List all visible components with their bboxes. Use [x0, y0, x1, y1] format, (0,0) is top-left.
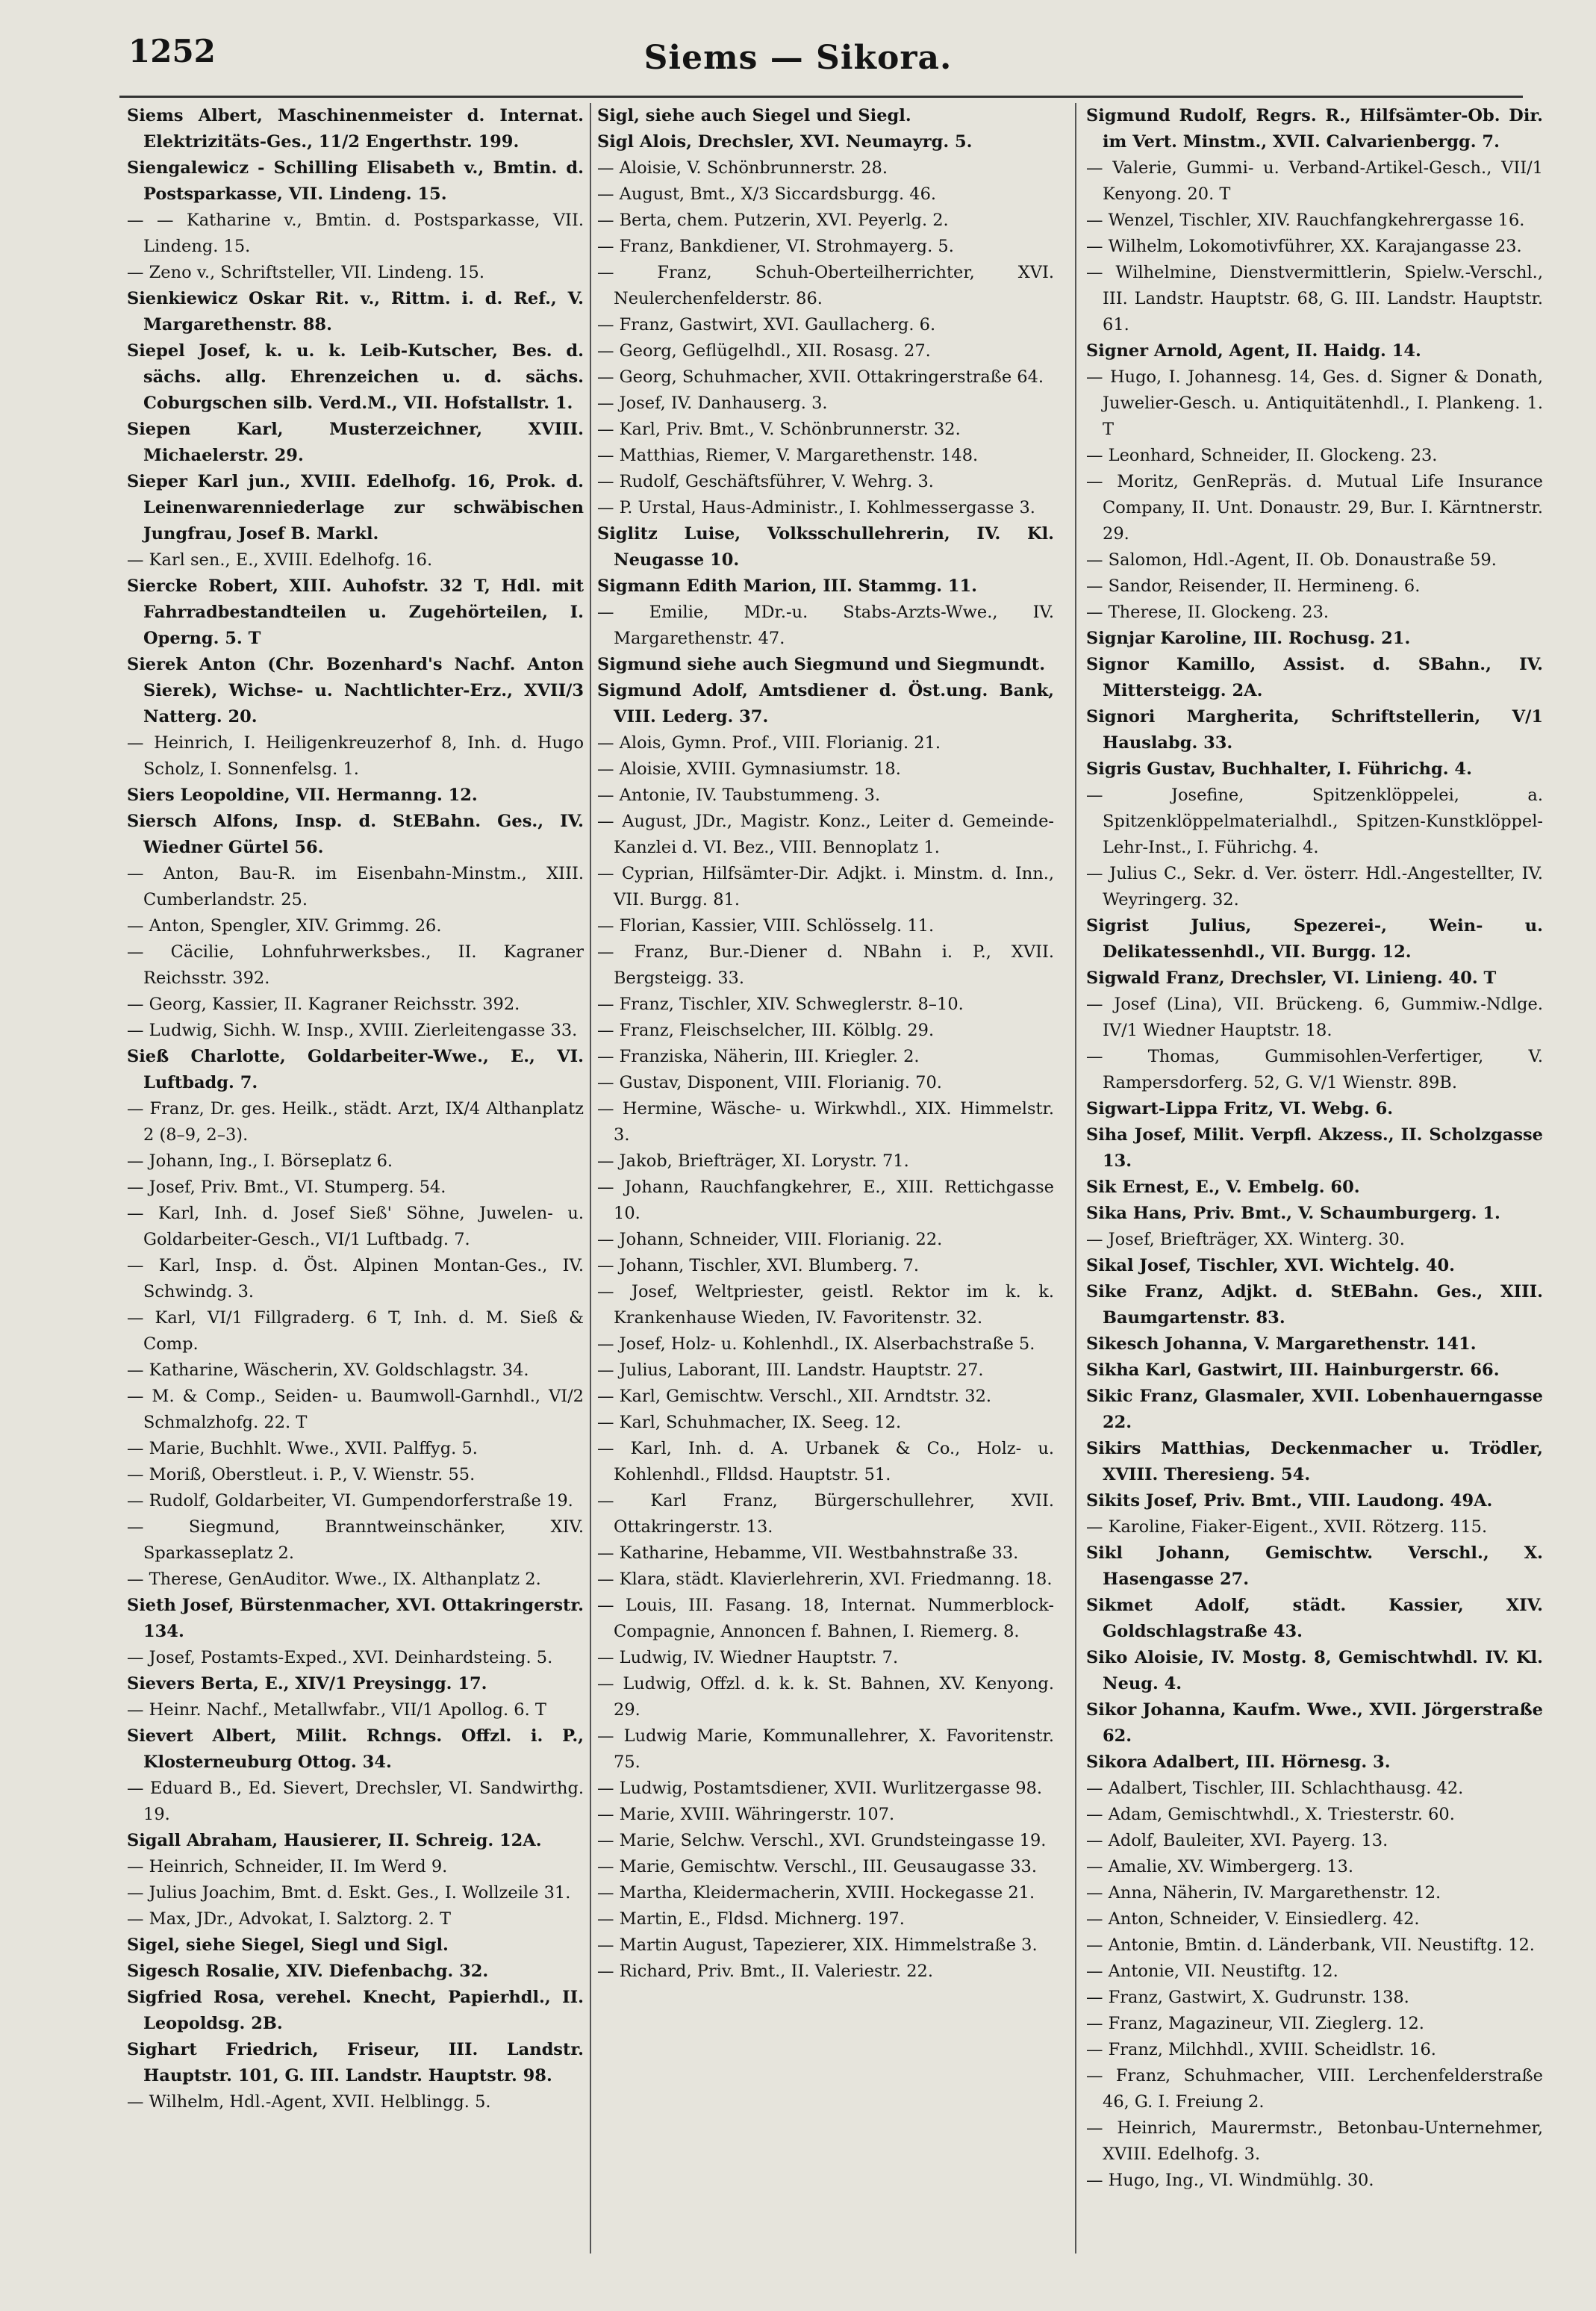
directory-entry: — Anton, Spengler, XIV. Grimmg. 26. [127, 916, 442, 936]
directory-entry: Siems Albert, Maschinenmeister d. Internat. Elektrizitäts-Ges., 11/2 Engerthstr. 199. [127, 106, 584, 152]
directory-entry: — Thomas, Gummisohlen-Verfertiger, V. Rampersdorferg. 52, G. V/1 Wienstr. 89B. [1086, 1047, 1543, 1092]
directory-entry: — Berta, chem. Putzerin, XVI. Peyerlg. 2. [597, 211, 949, 230]
directory-entry: — Marie, Selchw. Verschl., XVI. Grundsteingasse 19. [597, 1831, 1047, 1850]
directory-entry: Signer Arnold, Agent, II. Haidg. 14. [1086, 341, 1421, 361]
directory-entry: Siersch Alfons, Insp. d. StEBahn. Ges., IV. Wiedner Gürtel 56. [127, 812, 584, 857]
directory-entry: Siepel Josef, k. u. k. Leib-Kutscher, Bes. d. sächs. allg. Ehrenzeichen u. d. sächs. Coburgschen silb. Verd.M., VII. Hofstallstr. 1. [127, 341, 584, 413]
directory-entry: Signjar Karoline, III. Rochusg. 21. [1086, 629, 1411, 648]
directory-entry: — Heinrich, Maurermstr., Betonbau-Unternehmer, XVIII. Edelhofg. 3. [1086, 2118, 1543, 2164]
directory-entry: — Wenzel, Tischler, XIV. Rauchfangkehrergasse 16. [1086, 211, 1525, 230]
directory-entry: — M. & Comp., Seiden- u. Baumwoll-Garnhdl., VI/2 Schmalzhofg. 22. T [127, 1387, 584, 1432]
page-title: Siems — Sikora. [643, 39, 953, 77]
header-rule [119, 96, 1523, 98]
directory-entry: Sikic Franz, Glasmaler, XVII. Lobenhauerngasse 22. [1086, 1387, 1543, 1432]
directory-entry: — Martin August, Tapezierer, XIX. Himmelstraße 3. [597, 1935, 1038, 1955]
directory-entry: — Karl, VI/1 Fillgraderg. 6 T, Inh. d. M. Sieß & Comp. [127, 1308, 584, 1354]
directory-entry: — Moriß, Oberstleut. i. P., V. Wienstr. 55. [127, 1465, 476, 1484]
directory-entry: Sikl Johann, Gemischtw. Verschl., X. Hasengasse 27. [1086, 1543, 1543, 1589]
directory-entry: Sigfried Rosa, verehel. Knecht, Papierhdl., II. Leopoldsg. 2B. [127, 1988, 584, 2033]
directory-entry: — Hugo, I. Johannesg. 14, Ges. d. Signer & Donath, Juwelier-Gesch. u. Antiquitätenhdl., I. Plankeng. 1. T [1086, 367, 1543, 439]
column-right [1086, 103, 1543, 2254]
directory-entry: — Ludwig Marie, Kommunallehrer, X. Favoritenstr. 75. [597, 1726, 1054, 1772]
directory-entry: — Katharine, Hebamme, VII. Westbahnstraße 33. [597, 1543, 1019, 1563]
directory-entry: — Anna, Näherin, IV. Margarethenstr. 12. [1086, 1883, 1441, 1903]
directory-entry: — August, Bmt., X/3 Siccardsburgg. 46. [597, 184, 937, 204]
directory-entry: — Julius, Laborant, III. Landstr. Hauptstr. 27. [597, 1360, 984, 1380]
directory-entry: — Zeno v., Schriftsteller, VII. Lindeng. 15. [127, 263, 484, 282]
directory-entry: — Julius C., Sekr. d. Ver. österr. Hdl.-Angestellter, IV. Weyringerg. 32. [1086, 864, 1543, 909]
directory-entry: Sikora Adalbert, III. Hörnesg. 3. [1086, 1752, 1391, 1772]
directory-entry: Sigrist Julius, Spezerei-, Wein- u. Delikatessenhdl., VII. Burgg. 12. [1086, 916, 1543, 962]
directory-entry: Sikirs Matthias, Deckenmacher u. Trödler, XVIII. Theresieng. 54. [1086, 1439, 1543, 1484]
directory-entry: — Alois, Gymn. Prof., VIII. Florianig. 21. [597, 733, 941, 753]
directory-entry: — Gustav, Disponent, VIII. Florianig. 70. [597, 1073, 942, 1092]
directory-entry: Siko Aloisie, IV. Mostg. 8, Gemischtwhdl. IV. Kl. Neug. 4. [1086, 1648, 1543, 1693]
directory-entry: — Josef, IV. Danhauserg. 3. [597, 394, 828, 413]
directory-entry: — Franz, Gastwirt, X. Gudrunstr. 138. [1086, 1988, 1409, 2007]
directory-entry: Sieper Karl jun., XVIII. Edelhofg. 16, Prok. d. Leinenwarenniederlage zur schwäbischen Jungfrau, Josef B. Markl. [127, 472, 584, 544]
directory-entry: — Josef, Postamts-Exped., XVI. Deinhardsteing. 5. [127, 1648, 553, 1667]
directory-entry: — Georg, Kassier, II. Kagraner Reichsstr. 392. [127, 995, 520, 1014]
directory-entry: — Franz, Schuhmacher, VIII. Lerchenfelderstraße 46, G. I. Freiung 2. [1086, 2066, 1543, 2112]
directory-entry: Sika Hans, Priv. Bmt., V. Schaumburgerg. 1. [1086, 1204, 1500, 1223]
directory-entry: — Hugo, Ing., VI. Windmühlg. 30. [1086, 2171, 1374, 2190]
directory-entry: Sigl, siehe auch Siegel und Siegl. [597, 106, 911, 125]
directory-entry: — Amalie, XV. Wimbergerg. 13. [1086, 1857, 1354, 1876]
directory-entry: — Georg, Schuhmacher, XVII. Ottakringerstraße 64. [597, 367, 1044, 387]
directory-entry: — Aloisie, XVIII. Gymnasiumstr. 18. [597, 759, 901, 779]
directory-entry: — Adalbert, Tischler, III. Schlachthausg. 42. [1086, 1779, 1464, 1798]
directory-entry: — Franz, Fleischselcher, III. Kölblg. 29. [597, 1021, 935, 1040]
directory-entry: — Max, JDr., Advokat, I. Salztorg. 2. T [127, 1909, 451, 1929]
directory-entry: — Heinrich, I. Heiligenkreuzerhof 8, Inh. d. Hugo Scholz, I. Sonnenfelsg. 1. [127, 733, 584, 779]
directory-entry: — Martha, Kleidermacherin, XVIII. Hockegasse 21. [597, 1883, 1035, 1903]
directory-entry: — Ludwig, Sichh. W. Insp., XVIII. Zierleitengasse 33. [127, 1021, 578, 1040]
directory-entry: Sike Franz, Adjkt. d. StEBahn. Ges., XIII. Baumgartenstr. 83. [1086, 1282, 1543, 1328]
directory-entry: Sikor Johanna, Kaufm. Wwe., XVII. Jörgerstraße 62. [1086, 1700, 1543, 1746]
directory-entry: Sigmund Rudolf, Regrs. R., Hilfsämter-Ob. Dir. im Vert. Minstm., XVII. Calvarienbergg. 7. [1086, 106, 1543, 152]
directory-entry: — Franz, Gastwirt, XVI. Gaullacherg. 6. [597, 315, 936, 335]
directory-entry: — Martin, E., Fldsd. Michnerg. 197. [597, 1909, 905, 1929]
directory-entry: — Karl, Inh. d. Josef Sieß' Söhne, Juwelen- u. Goldarbeiter-Gesch., VI/1 Luftbadg. 7. [127, 1204, 584, 1249]
directory-entry: Sienkiewicz Oskar Rit. v., Rittm. i. d. Ref., V. Margarethenstr. 88. [127, 289, 584, 335]
directory-entry: Sikmet Adolf, städt. Kassier, XIV. Goldschlagstraße 43. [1086, 1596, 1543, 1641]
directory-entry: — Cäcilie, Lohnfuhrwerksbes., II. Kagraner Reichsstr. 392. [127, 942, 584, 988]
directory-entry: Siepen Karl, Musterzeichner, XVIII. Michaelerstr. 29. [127, 420, 584, 465]
directory-entry: — Katharine, Wäscherin, XV. Goldschlagstr. 34. [127, 1360, 529, 1380]
directory-entry: Sikal Josef, Tischler, XVI. Wichtelg. 40. [1086, 1256, 1455, 1275]
directory-entry: — Karl, Inh. d. A. Urbanek & Co., Holz- u. Kohlenhdl., Flldsd. Hauptstr. 51. [597, 1439, 1054, 1484]
directory-entry: Siglitz Luise, Volksschullehrerin, IV. Kl. Neugasse 10. [597, 524, 1054, 570]
directory-entry: Sikha Karl, Gastwirt, III. Hainburgerstr. 66. [1086, 1360, 1500, 1380]
directory-entry: — Karl, Gemischtw. Verschl., XII. Arndtstr. 32. [597, 1387, 992, 1406]
directory-entry: — Valerie, Gummi- u. Verband-Artikel-Gesch., VII/1 Kenyong. 20. T [1086, 158, 1543, 204]
directory-entry: — Karl, Schuhmacher, IX. Seeg. 12. [597, 1413, 902, 1432]
directory-entry: Signori Margherita, Schriftstellerin, V/1 Hauslabg. 33. [1086, 707, 1543, 753]
directory-entry: Sigmund Adolf, Amtsdiener d. Öst.ung. Bank, VIII. Lederg. 37. [597, 681, 1054, 727]
directory-entry: — Adolf, Bauleiter, XVI. Payerg. 13. [1086, 1831, 1388, 1850]
directory-entry: — Franz, Milchhdl., XVIII. Scheidlstr. 16. [1086, 2040, 1436, 2059]
directory-entry: — Cyprian, Hilfsämter-Dir. Adjkt. i. Minstm. d. Inn., VII. Burgg. 81. [597, 864, 1054, 909]
column-left [127, 103, 584, 2254]
directory-entry: — Josefine, Spitzenklöppelei, a. Spitzenklöppelmaterialhdl., Spitzen-Kunstklöppel-Lehr-Inst., I. Führichg. 4. [1086, 786, 1543, 857]
directory-entry: Sigmann Edith Marion, III. Stammg. 11. [597, 576, 978, 596]
directory-entry: Signor Kamillo, Assist. d. SBahn., IV. Mittersteigg. 2A. [1086, 655, 1543, 700]
directory-entry: — Aloisie, V. Schönbrunnerstr. 28. [597, 158, 888, 178]
directory-entry: — Karoline, Fiaker-Eigent., XVII. Rötzerg. 115. [1086, 1517, 1488, 1537]
directory-entry: — Sandor, Reisender, II. Hermineng. 6. [1086, 576, 1421, 596]
directory-entry: — Emilie, MDr.-u. Stabs-Arzts-Wwe., IV. Margarethenstr. 47. [597, 603, 1054, 648]
directory-entry: Sigwald Franz, Drechsler, VI. Linieng. 40. T [1086, 968, 1497, 988]
directory-entry: — Wilhelm, Hdl.-Agent, XVII. Helblingg. 5. [127, 2092, 491, 2112]
directory-entry: Sik Ernest, E., V. Embelg. 60. [1086, 1178, 1360, 1197]
directory-entry: — P. Urstal, Haus-Administr., I. Kohlmessergasse 3. [597, 498, 1035, 517]
directory-entry: Siengalewicz - Schilling Elisabeth v., Bmtin. d. Postsparkasse, VII. Lindeng. 15. [127, 158, 584, 204]
directory-entry: Sighart Friedrich, Friseur, III. Landstr. Hauptstr. 101, G. III. Landstr. Hauptstr. 98. [127, 2040, 584, 2086]
directory-entry: Sieß Charlotte, Goldarbeiter-Wwe., E., VI. Luftbadg. 7. [127, 1047, 584, 1092]
directory-entry: — Josef, Holz- u. Kohlenhdl., IX. Alserbachstraße 5. [597, 1334, 1035, 1354]
directory-entry: — Franz, Magazineur, VII. Zieglerg. 12. [1086, 2014, 1424, 2033]
directory-entry: — Siegmund, Branntweinschänker, XIV. Sparkasseplatz 2. [127, 1517, 584, 1563]
directory-entry: — Johann, Tischler, XVI. Blumberg. 7. [597, 1256, 920, 1275]
directory-entry: — Leonhard, Schneider, II. Glockeng. 23. [1086, 446, 1438, 465]
directory-entry: — Jakob, Briefträger, XI. Lorystr. 71. [597, 1151, 909, 1171]
directory-entry: — Therese, II. Glockeng. 23. [1086, 603, 1330, 622]
directory-entry: — Louis, III. Fasang. 18, Internat. Nummerblock-Compagnie, Annoncen f. Bahnen, I. Riemerg. 8. [597, 1596, 1054, 1641]
directory-entry: — Karl, Priv. Bmt., V. Schönbrunnerstr. 32. [597, 420, 961, 439]
directory-entry: — Antonie, IV. Taubstummeng. 3. [597, 786, 881, 805]
directory-entry: — Georg, Geflügelhdl., XII. Rosasg. 27. [597, 341, 931, 361]
directory-entry: — Julius Joachim, Bmt. d. Eskt. Ges., I. Wollzeile 31. [127, 1883, 571, 1903]
directory-entry: — August, JDr., Magistr. Konz., Leiter d. Gemeinde-Kanzlei d. VI. Bez., VIII. Bennoplatz 1. [597, 812, 1054, 857]
column-divider [590, 103, 591, 2254]
directory-entry: Sigall Abraham, Hausierer, II. Schreig. 12A. [127, 1831, 542, 1850]
directory-entry: Sigel, siehe Siegel, Siegl und Sigl. [127, 1935, 449, 1955]
directory-entry: Sigesch Rosalie, XIV. Diefenbachg. 32. [127, 1962, 489, 1981]
directory-entry: Sigmund siehe auch Siegmund und Siegmundt. [597, 655, 1046, 674]
directory-entry: — Moritz, GenRepräs. d. Mutual Life Insurance Company, II. Unt. Donaustr. 29, Bur. I. Kärntnerstr. 29. [1086, 472, 1543, 544]
directory-entry: — Karl sen., E., XVIII. Edelhofg. 16. [127, 550, 433, 570]
directory-entry: Sierek Anton (Chr. Bozenhard's Nachf. Anton Sierek), Wichse- u. Nachtlichter-Erz., XVII/3 Natterg. 20. [127, 655, 584, 727]
directory-entry: — Heinr. Nachf., Metallwfabr., VII/1 Apollog. 6. T [127, 1700, 546, 1720]
column-middle [597, 103, 1054, 2254]
directory-entry: — Johann, Schneider, VIII. Florianig. 22. [597, 1230, 943, 1249]
column-divider [1075, 103, 1076, 2254]
directory-entry: — Franz, Bankdiener, VI. Strohmayerg. 5. [597, 237, 954, 256]
directory-entry: — Karl Franz, Bürgerschullehrer, XVII. Ottakringerstr. 13. [597, 1491, 1054, 1537]
directory-entry: Siercke Robert, XIII. Auhofstr. 32 T, Hdl. mit Fahrradbestandteilen u. Zugehörteilen, I. Operng. 5. T [127, 576, 584, 648]
directory-entry: Sieth Josef, Bürstenmacher, XVI. Ottakringerstr. 134. [127, 1596, 584, 1641]
directory-entry: — Adam, Gemischtwhdl., X. Triesterstr. 60. [1086, 1805, 1455, 1824]
directory-entry: — — Katharine v., Bmtin. d. Postsparkasse, VII. Lindeng. 15. [127, 211, 584, 256]
directory-entry: — Rudolf, Geschäftsführer, V. Wehrg. 3. [597, 472, 934, 491]
directory-entry: — Marie, XVIII. Währingerstr. 107. [597, 1805, 895, 1824]
directory-entry: — Franz, Tischler, XIV. Schweglerstr. 8–10. [597, 995, 964, 1014]
directory-entry: — Antonie, VII. Neustiftg. 12. [1086, 1962, 1338, 1981]
directory-entry: — Josef (Lina), VII. Brückeng. 6, Gummiw.-Ndlge. IV/1 Wiedner Hauptstr. 18. [1086, 995, 1543, 1040]
directory-entry: — Salomon, Hdl.-Agent, II. Ob. Donaustraße 59. [1086, 550, 1497, 570]
page-number: 1252 [128, 33, 216, 69]
directory-entry: — Johann, Rauchfangkehrer, E., XIII. Rettichgasse 10. [597, 1178, 1054, 1223]
directory-entry: — Karl, Insp. d. Öst. Alpinen Montan-Ges., IV. Schwindg. 3. [127, 1256, 584, 1301]
directory-entry: — Anton, Bau-R. im Eisenbahn-Minstm., XIII. Cumberlandstr. 25. [127, 864, 584, 909]
directory-entry: — Wilhelmine, Dienstvermittlerin, Spielw.-Verschl., III. Landstr. Hauptstr. 68, G. III. Landstr. Hauptstr. 61. [1086, 263, 1543, 335]
directory-entry: — Heinrich, Schneider, II. Im Werd 9. [127, 1857, 448, 1876]
directory-entry: — Franz, Dr. ges. Heilk., städt. Arzt, IX/4 Althanplatz 2 (8–9, 2–3). [127, 1099, 584, 1145]
directory-entry: — Johann, Ing., I. Börseplatz 6. [127, 1151, 393, 1171]
directory-entry: — Florian, Kassier, VIII. Schlösselg. 11. [597, 916, 935, 936]
directory-entry: — Ludwig, Offzl. d. k. k. St. Bahnen, XV. Kenyong. 29. [597, 1674, 1054, 1720]
directory-entry: — Eduard B., Ed. Sievert, Drechsler, VI. Sandwirthg. 19. [127, 1779, 584, 1824]
directory-entry: Sievert Albert, Milit. Rchngs. Offzl. i. P., Klosterneuburg Ottog. 34. [127, 1726, 584, 1772]
directory-entry: Sievers Berta, E., XIV/1 Preysingg. 17. [127, 1674, 487, 1693]
directory-entry: — Marie, Buchhlt. Wwe., XVII. Palffyg. 5. [127, 1439, 478, 1458]
directory-entry: — Antonie, Bmtin. d. Länderbank, VII. Neustiftg. 12. [1086, 1935, 1535, 1955]
directory-entry: Siers Leopoldine, VII. Hermanng. 12. [127, 786, 478, 805]
directory-entry: — Anton, Schneider, V. Einsiedlerg. 42. [1086, 1909, 1420, 1929]
directory-entry: — Josef, Priv. Bmt., VI. Stumperg. 54. [127, 1178, 446, 1197]
directory-entry: Sigris Gustav, Buchhalter, I. Führichg. 4. [1086, 759, 1472, 779]
directory-entry: Sigwart-Lippa Fritz, VI. Webg. 6. [1086, 1099, 1394, 1119]
directory-entry: — Klara, städt. Klavierlehrerin, XVI. Friedmanng. 18. [597, 1570, 1053, 1589]
directory-entry: — Richard, Priv. Bmt., II. Valeriestr. 22. [597, 1962, 933, 1981]
directory-entry: — Franz, Schuh-Oberteilherrichter, XVI. Neulerchenfelderstr. 86. [597, 263, 1054, 308]
directory-entry: — Hermine, Wäsche- u. Wirkwhdl., XIX. Himmelstr. 3. [597, 1099, 1054, 1145]
directory-entry: — Matthias, Riemer, V. Margarethenstr. 148. [597, 446, 979, 465]
directory-entry: — Josef, Briefträger, XX. Winterg. 30. [1086, 1230, 1405, 1249]
directory-entry: Sigl Alois, Drechsler, XVI. Neumayrg. 5. [597, 132, 973, 152]
directory-entry: Sikesch Johanna, V. Margarethenstr. 141. [1086, 1334, 1477, 1354]
directory-entry: Sikits Josef, Priv. Bmt., VIII. Laudong. 49A. [1086, 1491, 1493, 1511]
directory-entry: — Ludwig, IV. Wiedner Hauptstr. 7. [597, 1648, 899, 1667]
directory-entry: — Josef, Weltpriester, geistl. Rektor im k. k. Krankenhause Wieden, IV. Favoritenstr. 32. [597, 1282, 1054, 1328]
directory-entry: — Wilhelm, Lokomotivführer, XX. Karajangasse 23. [1086, 237, 1522, 256]
directory-entry: Siha Josef, Milit. Verpfl. Akzess., II. Scholzgasse 13. [1086, 1125, 1543, 1171]
directory-entry: — Franziska, Näherin, III. Kriegler. 2. [597, 1047, 920, 1066]
directory-entry: — Rudolf, Goldarbeiter, VI. Gumpendorferstraße 19. [127, 1491, 573, 1511]
directory-entry: — Ludwig, Postamtsdiener, XVII. Wurlitzergasse 98. [597, 1779, 1042, 1798]
directory-entry: — Marie, Gemischtw. Verschl., III. Geusaugasse 33. [597, 1857, 1037, 1876]
directory-entry: — Franz, Bur.-Diener d. NBahn i. P., XVII. Bergsteigg. 33. [597, 942, 1054, 988]
directory-entry: — Therese, GenAuditor. Wwe., IX. Althanplatz 2. [127, 1570, 541, 1589]
